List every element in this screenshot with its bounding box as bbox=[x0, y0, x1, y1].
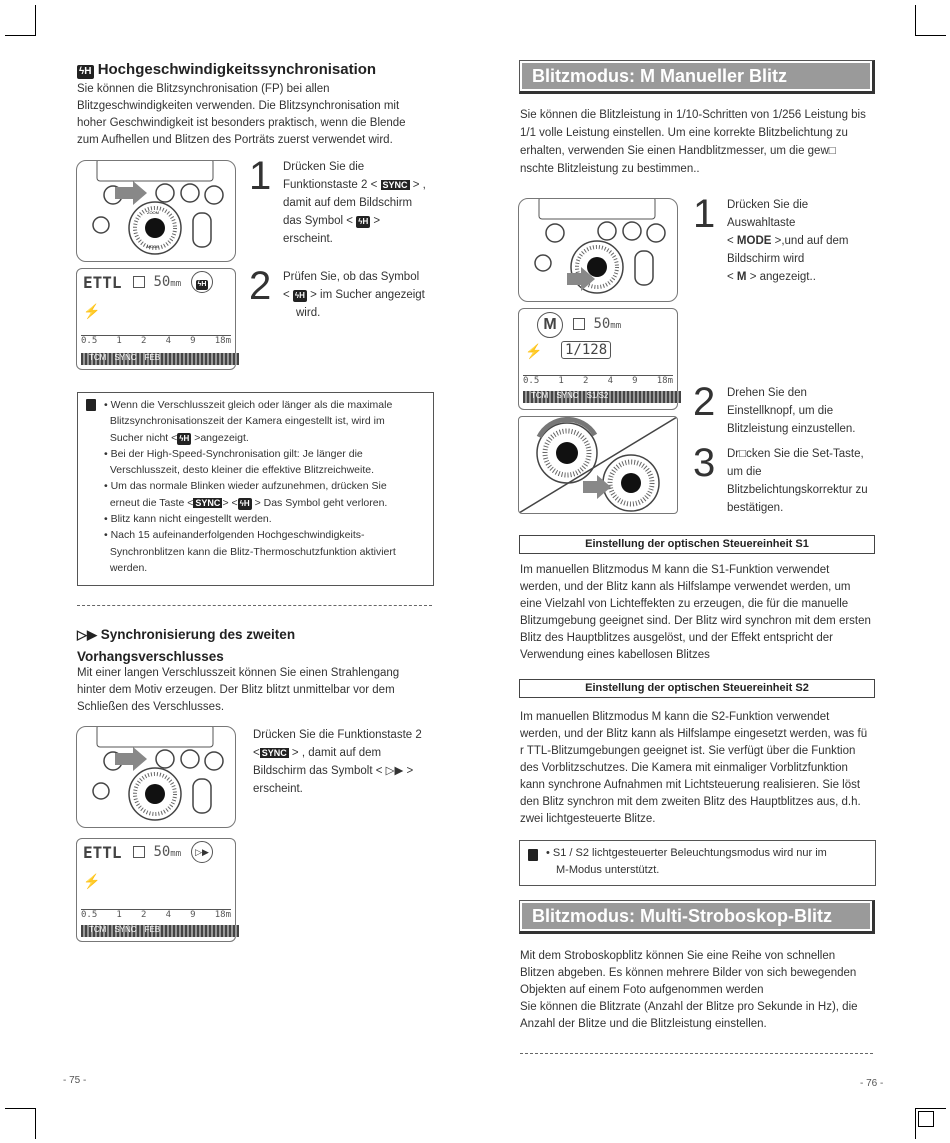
step-number-1-right: 1 bbox=[693, 192, 716, 236]
banner-multi-title: Blitzmodus: Multi-Stroboskop-Blitz bbox=[520, 901, 872, 931]
distance-scale: 0.5 1 2 4 9 18m bbox=[81, 335, 231, 350]
mode-m-circle: M bbox=[537, 312, 563, 338]
note-list bbox=[104, 397, 426, 576]
lcd-display-1 bbox=[76, 268, 236, 370]
rear-step-text: Drücken Sie die Funktionstaste 2 < SYNC > , damit auf dem Bildschirm das Symbolt < ▷▶ > erscheint. bbox=[253, 729, 422, 795]
rear-sync-icon: ▷▶ bbox=[385, 765, 404, 777]
crop-mark-top-right bbox=[915, 5, 946, 36]
rear-sync-icon: ▷▶ bbox=[77, 627, 97, 642]
banner-multi bbox=[519, 900, 875, 934]
step-2-text: Prüfen Sie, ob das Symbol < ϟH > im Sucher angezeigt wird. bbox=[283, 271, 425, 319]
crop-mark-top-left bbox=[5, 5, 36, 36]
fp-icon-lcd: ϟH bbox=[197, 281, 207, 288]
hss-intro: Sie können die Blitzsynchronisation (FP) bei allen Blitzgeschwindigkeiten verwenden. Die Blitzsynchronisation mit hoher Geschwindigkeit ist besonders praktisch, wenn die Blende zum Aufhellen und Blitzen des Porträts zuerst verwendet wird. bbox=[77, 83, 406, 146]
flash-panel-illustration-1 bbox=[76, 160, 236, 262]
flash-head-icon: ⚡ bbox=[83, 873, 101, 889]
divider bbox=[520, 1053, 873, 1054]
s1-text: Im manuellen Blitzmodus M kann die S1-Funktion verwendet werden, und der Blitz kann als Hilfslampe verwendet werden, um eine Vielzahl von Lichteffekten zu erzeugen, die für die manuelle Blitzumgebung geeignet sind. Der Blitz wird synchron mit dem ersten Blitz des Hauptblitzes ausgelöst, und der Effekt entspricht der Verwendung eines kabellosen Blitzes bbox=[520, 564, 871, 661]
banner-manual-title: Blitzmodus: M Manueller Blitz bbox=[520, 61, 872, 91]
lcd-mode: ETTL bbox=[83, 273, 122, 292]
hss-heading: ϟH Hochgeschwindigkeitssynchronisation bbox=[79, 61, 377, 78]
rear-sync-intro: Mit einer langen Verschlusszeit können Sie einen Strahlengang hinter dem Motiv erzeugen. Der Blitz blitzt unmittelbar vor dem Schließen des Verschlusses. bbox=[77, 667, 400, 713]
lcd-zoom: 50mm bbox=[133, 844, 181, 860]
s2-text: Im manuellen Blitzmodus M kann die S2-Funktion verwendet werden, und der Blitz kann als Hilfslampe eingesetzt werden, was fü r TTL-Blitzumgebungen geeignet ist. Sie verfügt über die Funktion des Vorblitzschutzes. Die Kamera mit einmaliger Vorblitzfunktion kann synchrone Aufnahmen mit Lichtsteuerung realisieren. Sie löst den Blitz synchron mit dem zweiten Blitz des Hauptblitzes aus, d.h. zwei lichtgesteuerte Blitze. bbox=[520, 711, 868, 825]
distance-scale: 0.5 1 2 4 9 18m bbox=[81, 909, 231, 924]
zoom-icon bbox=[573, 318, 585, 330]
s2-title: Einstellung der optischen Steuereinheit S2 bbox=[519, 679, 875, 698]
lcd-zoom: 50mm bbox=[573, 316, 621, 332]
hss-icon: ϟH bbox=[79, 66, 92, 77]
flash-panel-illustration-3 bbox=[518, 198, 678, 302]
dial-illustration bbox=[518, 416, 678, 514]
lcd-display-2 bbox=[76, 838, 236, 942]
svg-text:MODE: MODE bbox=[147, 244, 159, 249]
flash-head-icon: ⚡ bbox=[83, 303, 101, 319]
flash-panel-drawing bbox=[519, 199, 677, 301]
lcd-zoom: 50mm bbox=[133, 274, 181, 290]
zoom-icon bbox=[133, 276, 145, 288]
note-icon bbox=[86, 399, 96, 411]
lcd-display-m bbox=[518, 308, 678, 410]
fp-indicator-circle bbox=[191, 271, 213, 293]
note-item: • Um das normale Blinken wieder aufzunehmen, drücken Sie erneut die Taste < SYNC > < ϟH > Das Symbol geht verloren. bbox=[104, 480, 388, 509]
note-box bbox=[77, 392, 434, 586]
fp-icon: ϟH bbox=[179, 433, 190, 443]
step-number-3-right: 3 bbox=[693, 441, 716, 485]
zoom-icon bbox=[133, 846, 145, 858]
note-item: • Wenn die Verschlusszeit gleich oder länger als die maximale Blitzsynchronisationszeit der Kamera eingestellt ist, wird im Sucher nicht < ϟH >angezeigt. bbox=[104, 399, 393, 444]
note-item: • Blitz kann nicht eingestellt werden. bbox=[104, 513, 272, 526]
step-number-2: 2 bbox=[249, 264, 272, 308]
fp-icon: ϟH bbox=[294, 291, 305, 300]
manual-intro: Sie können die Blitzleistung in 1/10-Schritten von 1/256 Leistung bis 1/1 volle Leistung einstellen. Um eine korrekte Blitzbelichtung zu erhalten, verwenden Sie einen Handblitzmesser, um die gew□ nschte Blitzleistung zu bestimmen.. bbox=[520, 109, 866, 175]
flash-panel-drawing bbox=[77, 727, 235, 827]
crop-square bbox=[918, 1111, 934, 1127]
svg-text:ZOOM: ZOOM bbox=[147, 210, 159, 215]
fp-icon: ϟH bbox=[239, 498, 250, 508]
power-level: 1/128 bbox=[561, 341, 611, 359]
rear-sync-indicator-circle: ▷▶ bbox=[191, 841, 213, 863]
sync-button-label: SYNC bbox=[382, 180, 408, 190]
lcd-mode: ETTL bbox=[83, 843, 122, 862]
banner-manual bbox=[519, 60, 875, 94]
step-number-1: 1 bbox=[249, 154, 272, 198]
flash-panel-drawing bbox=[77, 161, 235, 261]
note-item: • Nach 15 aufeinanderfolgenden Hochgeschwindigkeits- Synchronblitzen kann die Blitz-Thermoschutzfunktion aktiviert werden. bbox=[104, 529, 396, 574]
distance-scale: 0.5 1 2 4 9 18m bbox=[523, 375, 673, 390]
page-number-right: - 76 - bbox=[860, 1078, 884, 1089]
step-1-text: Drücken Sie die Funktionstaste 2 < SYNC > , damit auf dem Bildschirm das Symbol < ϟH > erscheint. bbox=[283, 161, 426, 245]
m-step-3-text: Dr□cken Sie die Set-Taste, um die Blitzbelichtungskorrektur zu bestätigen. bbox=[727, 448, 868, 514]
dial-drawing bbox=[519, 417, 677, 513]
note-item: • Bei der High-Speed-Synchronisation gilt: Je länger die Verschlusszeit, desto kleiner die effektive Blitzreichweite. bbox=[104, 447, 375, 477]
sync-button-label: SYNC bbox=[261, 748, 287, 758]
crop-mark-bottom-left bbox=[5, 1108, 36, 1139]
flash-head-icon: ⚡ bbox=[525, 343, 543, 359]
fp-icon: ϟH bbox=[358, 217, 369, 226]
m-step-1-text: Drücken Sie die Auswahltaste < MODE >,und auf dem Bildschirm wird < M > angezeigt.. bbox=[727, 199, 849, 283]
page-number-left: - 75 - bbox=[63, 1075, 87, 1086]
s1s2-note-box bbox=[519, 840, 876, 886]
note-icon bbox=[528, 849, 538, 861]
multi-text: Mit dem Stroboskopblitz können Sie eine Reihe von schnellen Blitzen abgeben. Es können mehrere Bilder von sich bewegenden Objekten auf einem Foto aufgenommen werden Sie können die Blitzrate (Anzahl der Blitze pro Sekunde in Hz), die Anzahl der Blitze und die Blitzleistung einstellen. bbox=[520, 950, 858, 1030]
s1-title: Einstellung der optischen Steuereinheit S1 bbox=[519, 535, 875, 554]
step-number-2-right: 2 bbox=[693, 380, 716, 424]
rear-sync-heading: ▷▶ Synchronisierung des zweiten Vorhangsverschlusses bbox=[77, 627, 296, 664]
flash-panel-illustration-2 bbox=[76, 726, 236, 828]
lcd-tab-bar: TCM SYNC FEB bbox=[81, 925, 239, 937]
divider bbox=[77, 605, 432, 606]
s1s2-note-text: • S1 / S2 lichtgesteuerter Beleuchtungsmodus wird nur im M-Modus unterstützt. bbox=[546, 847, 827, 876]
m-step-2-text: Drehen Sie den Einstellknopf, um die Blitzleistung einzustellen. bbox=[727, 387, 856, 435]
lcd-tab-bar: TCM SYNC S1/S2 bbox=[523, 391, 681, 403]
lcd-tab-bar: TCM SYNC FEB bbox=[81, 353, 239, 365]
